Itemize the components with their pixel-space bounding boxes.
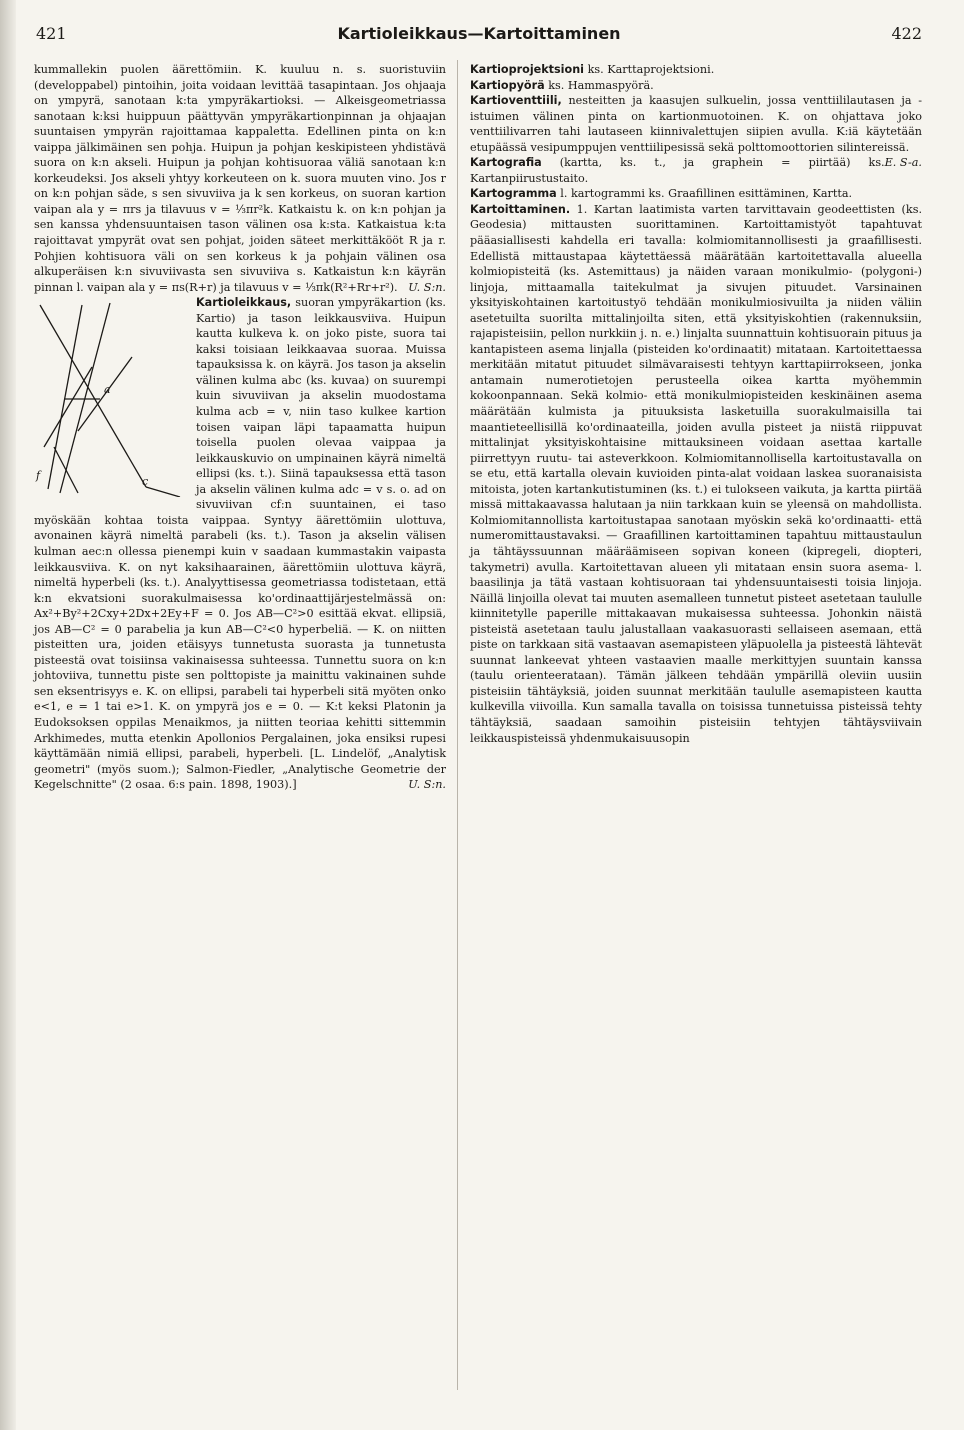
page-header xyxy=(36,24,922,46)
running-title: Kartioleikkaus—Kartoittaminen xyxy=(337,24,621,43)
column-divider xyxy=(457,60,458,1390)
entry-term: Kartioventtiili, xyxy=(470,94,562,108)
cone-generator-line xyxy=(48,305,82,489)
entry-term: Kartioleikkaus, xyxy=(196,296,292,310)
entry-paragraph: Kartioventtiili, nesteitten ja kaasujen sulkuelin, jossa venttiililautasen ja -istuimen välinen pinta on kartionmuotoinen. K. on ohjattava joko venttiilivarren tahi lautaseen kiinnivalettujen siipien avulla. K:iä käytetään etupäässä vesipumppujen venttiilipesissä sekä polttomoottorien silintereissä. E. S-a. xyxy=(470,94,922,170)
figure-label-a: a xyxy=(104,383,111,397)
left-column xyxy=(34,62,446,793)
cone-section-figure xyxy=(34,297,186,497)
right-column xyxy=(470,62,922,746)
entry-term: Kartoittaminen. xyxy=(470,202,571,216)
signature: U. S:n. xyxy=(408,778,446,792)
entry-paragraph: Kartiopyörä ks. Hammaspyörä. xyxy=(470,78,654,92)
page-binding-edge xyxy=(0,0,16,1430)
figure-label-f: f xyxy=(36,469,41,483)
signature: U. S:n. xyxy=(408,280,446,294)
entry-term: Kartografia xyxy=(470,156,542,170)
entry-paragraph: Kartogramma l. kartogrammi ks. Graafillinen esittäminen, Kartta. xyxy=(470,187,853,201)
signature: E. S-a. xyxy=(884,156,922,170)
figure-label-c: c xyxy=(142,475,149,489)
entry-paragraph: Kartioleikkaus, a c f suoran ympyräkartion (ks. Kartio) ja tason leikkausviiva. Huipun kautta kulkeva k. on joko piste, suora tai kaksi toisiaan leikkaavaa suoraa. Muissa tapauksissa k. on käyrä. Jos tason ja akselin välinen kulma abc (ks. kuvaa) on suurempi kuin sivuviivan ja akselin muodostama kulma acb = v, niin taso kulkee kartion toisen vaipan läpi tapaamatta huipun toisella puolen olevaa vaippaa ja leikkauskuvio on umpinainen käyrä nimeltä ellipsi (ks. t.). Siinä tapauksessa että tason ja akselin välinen kulma adc = v s. o. ad on sivuviivan cf:n suuntainen, ei taso myöskään kohtaa toista vaippaa. Syntyy äärettömiin ulottuva, avonainen käyrä nimeltä parabeli (ks. t.). Tason ja akselin välisen kulman aec:n ollessa pienempi kuin v saadaan kummastakin vaipasta leikkausviiva. K. on nyt kaksihaarainen, äärettömiin ulottuva käyrä, nimeltä hyperbeli (ks. t.). Analyyttisessa geometriassa todistetaan, että k:n ekvatsioni suorakulmaisessa ko'ordinaattijärjestelmässä on: Ax²+By²+2Cxy+2Dx+2Ey+F = 0. Jos AB—C²>0 esittää ekvat. ellipsiä, jos AB—C² = 0 parabelia ja kun AB—C²<0 hyperbeliä. — K. on niitten pisteitten ura, joiden etäisyys tunnetusta suorasta ja tunnetusta pisteestä ovat toisiinsa vakinaisessa suhteessa. Tunnettu suora on k:n johtoviiva, tunnettu piste sen polttopiste ja mainittu vakinainen suhde sen eksentrisyys e. K. on ellipsi, parabeli tai hyperbeli sitä myöten onko e<1, e = 1 tai e>1. K. on ympyrä jos e = 0. — K:t keksi Platonin ja Eudoksoksen oppilas Menaikmos, ja niitten teoriaa kehitti sittemmin Arkhimedes, mutta etenkin Apollonios Pergalainen, joka ensiksi rupesi käyttämään nimiä ellipsi, parabeli, hyperbeli. [L. Lindelöf, „Analytisk geometri" (myös suom.); Salmon-Fiedler, „Analytische Geometrie der Kegelschnitte" (2 osaa. 6:s pain. 1898, 1903).] U. S:n. xyxy=(34,296,446,792)
entry-term: Kartioprojektsioni xyxy=(470,63,585,76)
entry-term: Kartiopyörä xyxy=(470,78,545,92)
entry-paragraph: Kartioprojektsioni ks. Karttaprojektsioni. xyxy=(470,63,715,76)
entry-term: Kartogramma xyxy=(470,187,557,201)
page-number-right: 422 xyxy=(891,24,922,43)
entry-paragraph: kummallekin puolen äärettömiin. K. kuuluu n. s. suoristuviin (developpabel) pintoihin, joita voidaan levittää tasapintaan. Jos ohjaaja on ympyrä, sanotaan k:ta ympyräkartioksi. — Alkeisgeometriassa sanotaan k:ksi huippuun päättyvän ympyräkartionpinnan ja ohjaajan suuntaisen ympyrän rajoittamaa kappaletta. Edellinen pinta on k:n vaippa jälkimäinen sen pohja. Huipun ja pohjan keskipisteen yhdistävä suora on k:n akseli. Huipun ja pohjan kohtisuoraa väliä sanotaan k:n korkeudeksi. Jos akseli yhtyy korkeuteen on k. suora muuten vino. Jos r on k:n pohjan säde, s sen sivuviiva ja k sen korkeus, on suoran kartion vaipan ala y = πrs ja tilavuus v = ⅓πr²k. Katkaistu k. on k:n pohjan ja sen kanssa yhdensuuntaisen tason välinen osa k:sta. Katkaistua k:ta rajoittavat ympyrät ovat sen pohjat, joiden säteet merkittäkööt R ja r. Pohjien kohtisuora väli on sen korkeus k ja pohjain välinen osa alkuperäisen k:n sivuviivasta sen sivuviiva s. Katkaistun k:n käyrän pinnan l. vaipan ala y = πs(R+r) ja tilavuus v = ⅓πk(R²+Rr+r²). U. S:n. xyxy=(34,63,446,294)
page-number-left: 421 xyxy=(36,24,67,43)
entry-paragraph: Kartoittaminen. 1. Kartan laatimista varten tarvittavain geodeettisten (ks. Geodesia) mittausten suorittaminen. Kartoittamistyöt tapahtuvat pääasiallisesti kahdella eri tavalla: kolmiomitannollisesti ja graafillisesti. Edellistä mittaustapaa käytettäessä määrätään kartoitettavalla alueella kolmiopisteitä (ks. Astemittaus) ja näiden varaan monikulmio- (polygoni-) linjoja, mittaamalla taitekulmat ja sivujen pituudet. Varsinainen yksityiskohtainen kartoitustyö tehdään monikulmiosivuilta ja niiden väliin asetetuilta suorilta mittalinjoilta siten, että yksityiskohtien (rakennuksiin, rajapisteisiin, pellon nurkkiin j. n. e.) linjalta suunnattuin kohtisuorain pituus ja kantapisteen asema linjalla (pisteiden ko'ordinaatit) mitataan. Kartoitettaessa merkitään mitatut pituudet silmävaraisesti tehtyyn karttapiirrokseen, jonka antamain numerotietojen perusteella oikea kartta myöhemmin kokoonpannaan. Sekä kolmio- että monikulmiopisteiden keskinäinen asema määrätään kulmista ja pituuksista lasketuilla suorakulmaisilla tai maantieteellisillä ko'ordinaateilla, joiden avulla pisteet ja niistä riippuvat mittalinjat yksityiskohtaisine mittauksineen voidaan asettaa kartalle piirrettyyn ruutu- tai asteverkkoon. Kolmiomitannollisella kartoitustavalla on se etu, että kartalla olevain kuvioiden pinta-alat voidaan laskea suoranaisista mitoista, joten kartankutistuminen (ks. t.) ei tulokseen vaikuta, ja kartta piirtää missä mittakaavassa halutaan ja niin tarkkaan kuin se yleensä on mahdollista. Kolmiomitannollista kartoitustapaa sanotaan myöskin sekä ko'ordinaatti- että numeromittaustavaksi. — Graafillinen kartoittaminen tapahtuu mittaustaulun ja tähtäyssuunnan määräämiseen sopivan koneen (kipregeli, diopteri, takymetri) avulla. Kartoitettavan alueen yli mitataan ensin suora asema- l. baasilinja ja tätä vastaan kohtisuoraan tai yhdensuuntaisesti toisia linjoja. Näillä linjoilla olevat tai muuten asemalleen tunnetut pisteet asetetaan taululle kiinnitetylle paperille mittakaavan mukaisessa suhteessa. Johonkin näistä pisteistä asetetaan taulu jalustallaan vaakasuorasti sellaiseen asemaan, että piste on tarkkaan sitä vastaavan asemapisteen yläpuolella ja pisteestä lähtevät suunnat lankeevat yhteen vastaavien maalle merkittyjen suuntain kanssa (taulu orienteerataan). Tämän jälkeen tehdään ympärillä oleviin uusiin pisteisiin tähtäyksiä, joiden suunnat merkitään taululle asemapisteen kautta kulkevilla viivoilla. Kun samalla tavalla on toisissa tunnetuissa pisteissä tehty tähtäyksiä, saadaan samoihin pisteisiin tehtyjen tähtäysviivain leikkauspisteissä yhdenmukaisuusopin xyxy=(470,202,923,745)
cone-generator-line xyxy=(40,305,149,489)
entry-paragraph: Kartografia (kartta, ks. t., ja graphein = piirtää) ks. Kartanpiirustustaito. xyxy=(470,156,885,185)
